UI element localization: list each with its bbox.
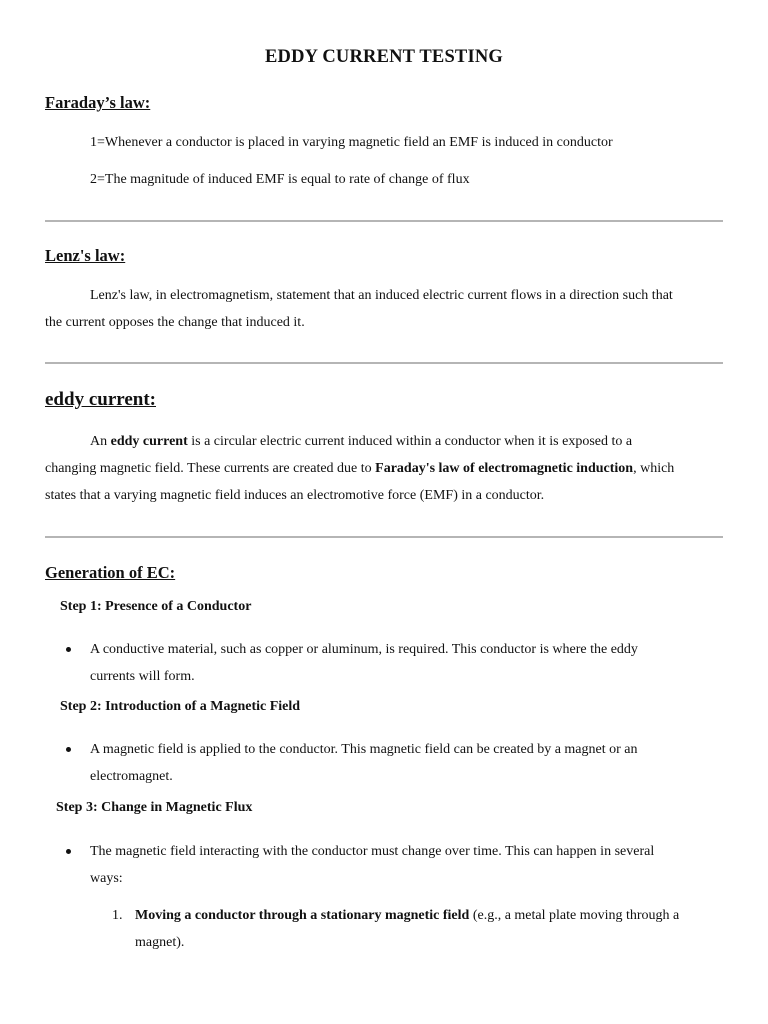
step-1-line-2: currents will form. (90, 669, 195, 684)
generation-heading: Generation of EC: (45, 563, 176, 582)
step-3-item-1-bold: Moving a conductor through a stationary magnetic field (135, 908, 470, 923)
step-3-line-2: ways: (90, 871, 123, 886)
divider (45, 220, 723, 222)
step-3-title: Step 3: Change in Magnetic Flux (56, 800, 253, 815)
faraday-law-term: Faraday's law of electromagnetic induction (375, 461, 634, 476)
lenz-line-2: the current opposes the change that induced it. (45, 315, 305, 330)
document-title: EDDY CURRENT TESTING (264, 47, 504, 67)
bullet-icon (66, 647, 71, 652)
eddy-line-3: states that a varying magnetic field induces an electromotive force (EMF) in a conductor. (45, 488, 545, 503)
eddy-line-1 (90, 428, 632, 455)
step-1-line-1: A conductive material, such as copper or aluminum, is required. This conductor is where the eddy (90, 642, 638, 657)
eddy-line-2-c: , which (633, 461, 675, 476)
lenz-heading: Lenz's law: (45, 246, 126, 265)
step-3-item-1-line-1 (135, 902, 679, 929)
lenz-line-1: Lenz's law, in electromagnetism, statement that an induced electric current flows in a direction such that (90, 288, 673, 303)
divider (45, 362, 723, 364)
step-3-item-1-rest: (e.g., a metal plate moving through a (469, 908, 680, 923)
step-2-title: Step 2: Introduction of a Magnetic Field (60, 699, 301, 714)
bullet-icon (66, 747, 71, 752)
divider (45, 536, 723, 538)
eddy-line-1-a: An (90, 434, 111, 449)
eddy-line-1-c: is a circular electric current induced within a conductor when it is exposed to a (187, 434, 633, 449)
eddy-heading: eddy current: (45, 389, 156, 410)
faraday-heading: Faraday’s law: (45, 93, 151, 112)
step-3-line-1: The magnetic field interacting with the conductor must change over time. This can happen in several (90, 844, 655, 859)
faraday-point-2: 2=The magnitude of induced EMF is equal to rate of change of flux (90, 172, 470, 187)
step-1-title: Step 1: Presence of a Conductor (60, 599, 252, 614)
step-2-line-1: A magnetic field is applied to the conductor. This magnetic field can be created by a magnet or an (90, 742, 638, 757)
step-2-line-2: electromagnet. (90, 769, 173, 784)
bullet-icon (66, 849, 71, 854)
faraday-point-1: 1=Whenever a conductor is placed in varying magnetic field an EMF is induced in conductor (90, 135, 613, 150)
step-3-item-1-line-2: magnet). (135, 935, 185, 950)
eddy-line-2-a: changing magnetic field. These currents are created due to (45, 461, 376, 476)
eddy-term: eddy current (110, 434, 188, 449)
list-number: 1. (112, 908, 123, 923)
eddy-line-2 (45, 455, 674, 482)
